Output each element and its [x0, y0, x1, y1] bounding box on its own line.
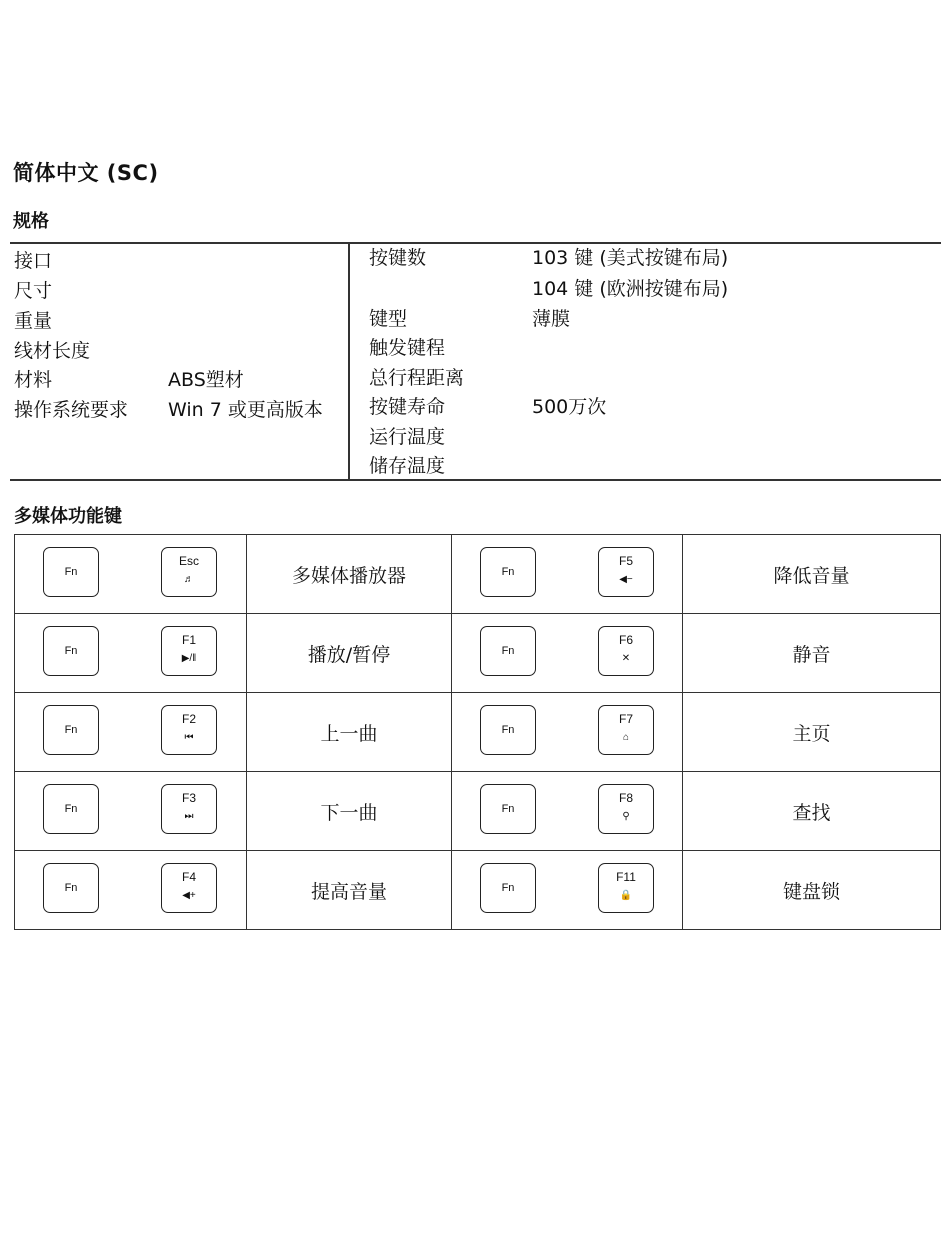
function-description: 下一曲: [247, 772, 452, 851]
spec-label: 重量: [14, 310, 53, 332]
search-icon: ⚲: [622, 811, 630, 822]
spec-label: 总行程距离: [369, 367, 465, 389]
function-description: 上一曲: [247, 693, 452, 772]
function-key-label: F1: [181, 633, 196, 647]
function-key-label: Esc: [178, 554, 199, 568]
function-key: [598, 784, 654, 834]
function-description: 提高音量: [247, 851, 452, 930]
media-key-row: [15, 772, 941, 851]
lock-icon: 🔒: [619, 890, 633, 901]
spec-label: 运行温度: [369, 426, 446, 448]
fn-key-label: Fn: [501, 803, 515, 815]
key-combo-cell: [452, 693, 683, 772]
previous-track-icon: ⏮: [184, 732, 194, 743]
spec-label: 触发键程: [369, 337, 446, 359]
function-key: [161, 705, 217, 755]
specs-table: [10, 242, 941, 481]
spec-label: 材料: [14, 369, 53, 391]
fn-key-label: Fn: [64, 724, 78, 736]
spec-label: 键型: [369, 308, 408, 330]
key-combo-cell: [15, 535, 247, 614]
specs-heading: 规格: [13, 211, 49, 232]
media-key-row: [15, 693, 941, 772]
function-description: 静音: [683, 614, 941, 693]
fn-key: [43, 547, 99, 597]
fn-key: [43, 863, 99, 913]
media-keys-heading: 多媒体功能键: [14, 506, 122, 527]
function-key: [161, 784, 217, 834]
function-description: 查找: [683, 772, 941, 851]
fn-key-label: Fn: [501, 566, 515, 578]
spec-value: Win 7 或更高版本: [168, 399, 323, 421]
spec-value: 薄膜: [532, 308, 571, 330]
music-note-icon: ♬: [184, 574, 194, 585]
function-key-label: F8: [618, 791, 633, 805]
function-description: 多媒体播放器: [247, 535, 452, 614]
spec-label: 储存温度: [369, 455, 446, 477]
play-pause-icon: ▶/‖: [181, 653, 197, 664]
fn-key-label: Fn: [64, 803, 78, 815]
spec-label: 线材长度: [14, 340, 91, 362]
key-combo-cell: [452, 535, 683, 614]
page-title: 简体中文 (SC): [13, 161, 159, 185]
spec-value: 103 键 (美式按键布局): [532, 247, 729, 269]
key-combo-cell: [452, 614, 683, 693]
fn-key-label: Fn: [64, 566, 78, 578]
function-key-label: F11: [616, 870, 636, 884]
function-key-label: F3: [181, 791, 196, 805]
fn-key: [480, 626, 536, 676]
function-description: 键盘锁: [683, 851, 941, 930]
spec-label: 尺寸: [14, 280, 53, 302]
function-key: [161, 626, 217, 676]
function-key: [161, 547, 217, 597]
function-key: [598, 626, 654, 676]
fn-key: [480, 705, 536, 755]
fn-key-label: Fn: [64, 645, 78, 657]
function-key-label: F4: [181, 870, 196, 884]
key-combo-cell: [15, 772, 247, 851]
key-combo-cell: [452, 851, 683, 930]
spec-label: 按键数: [369, 247, 427, 269]
spec-value: ABS塑材: [168, 369, 244, 391]
function-key-label: F2: [181, 712, 196, 726]
spec-label: 接口: [14, 250, 53, 272]
key-combo-cell: [452, 772, 683, 851]
function-key-label: F5: [618, 554, 633, 568]
fn-key-label: Fn: [501, 724, 515, 736]
key-combo-cell: [15, 851, 247, 930]
spec-value: 104 键 (欧洲按键布局): [532, 278, 729, 300]
function-description: 主页: [683, 693, 941, 772]
mute-icon: ✕: [621, 653, 631, 664]
specs-divider: [348, 244, 350, 479]
fn-key: [43, 784, 99, 834]
function-key: [598, 705, 654, 755]
home-icon: ⌂: [622, 732, 630, 743]
fn-key: [480, 784, 536, 834]
function-key: [598, 863, 654, 913]
fn-key: [480, 863, 536, 913]
spec-label: 操作系统要求: [14, 399, 129, 421]
function-key-label: F6: [618, 633, 633, 647]
volume-up-icon: ◀+: [182, 890, 196, 901]
fn-key: [480, 547, 536, 597]
media-key-row: [15, 535, 941, 614]
fn-key: [43, 626, 99, 676]
fn-key-label: Fn: [64, 882, 78, 894]
function-key: [598, 547, 654, 597]
fn-key-label: Fn: [501, 882, 515, 894]
fn-key: [43, 705, 99, 755]
function-description: 播放/暂停: [247, 614, 452, 693]
function-key-label: F7: [618, 712, 633, 726]
spec-label: 按键寿命: [369, 396, 446, 418]
media-key-row: [15, 851, 941, 930]
fn-key-label: Fn: [501, 645, 515, 657]
media-key-row: [15, 614, 941, 693]
key-combo-cell: [15, 614, 247, 693]
key-combo-cell: [15, 693, 247, 772]
next-track-icon: ⏭: [184, 811, 194, 822]
function-key: [161, 863, 217, 913]
function-description: 降低音量: [683, 535, 941, 614]
media-keys-table: [14, 534, 941, 930]
volume-down-icon: ◀−: [619, 574, 633, 585]
spec-value: 500万次: [532, 396, 607, 418]
